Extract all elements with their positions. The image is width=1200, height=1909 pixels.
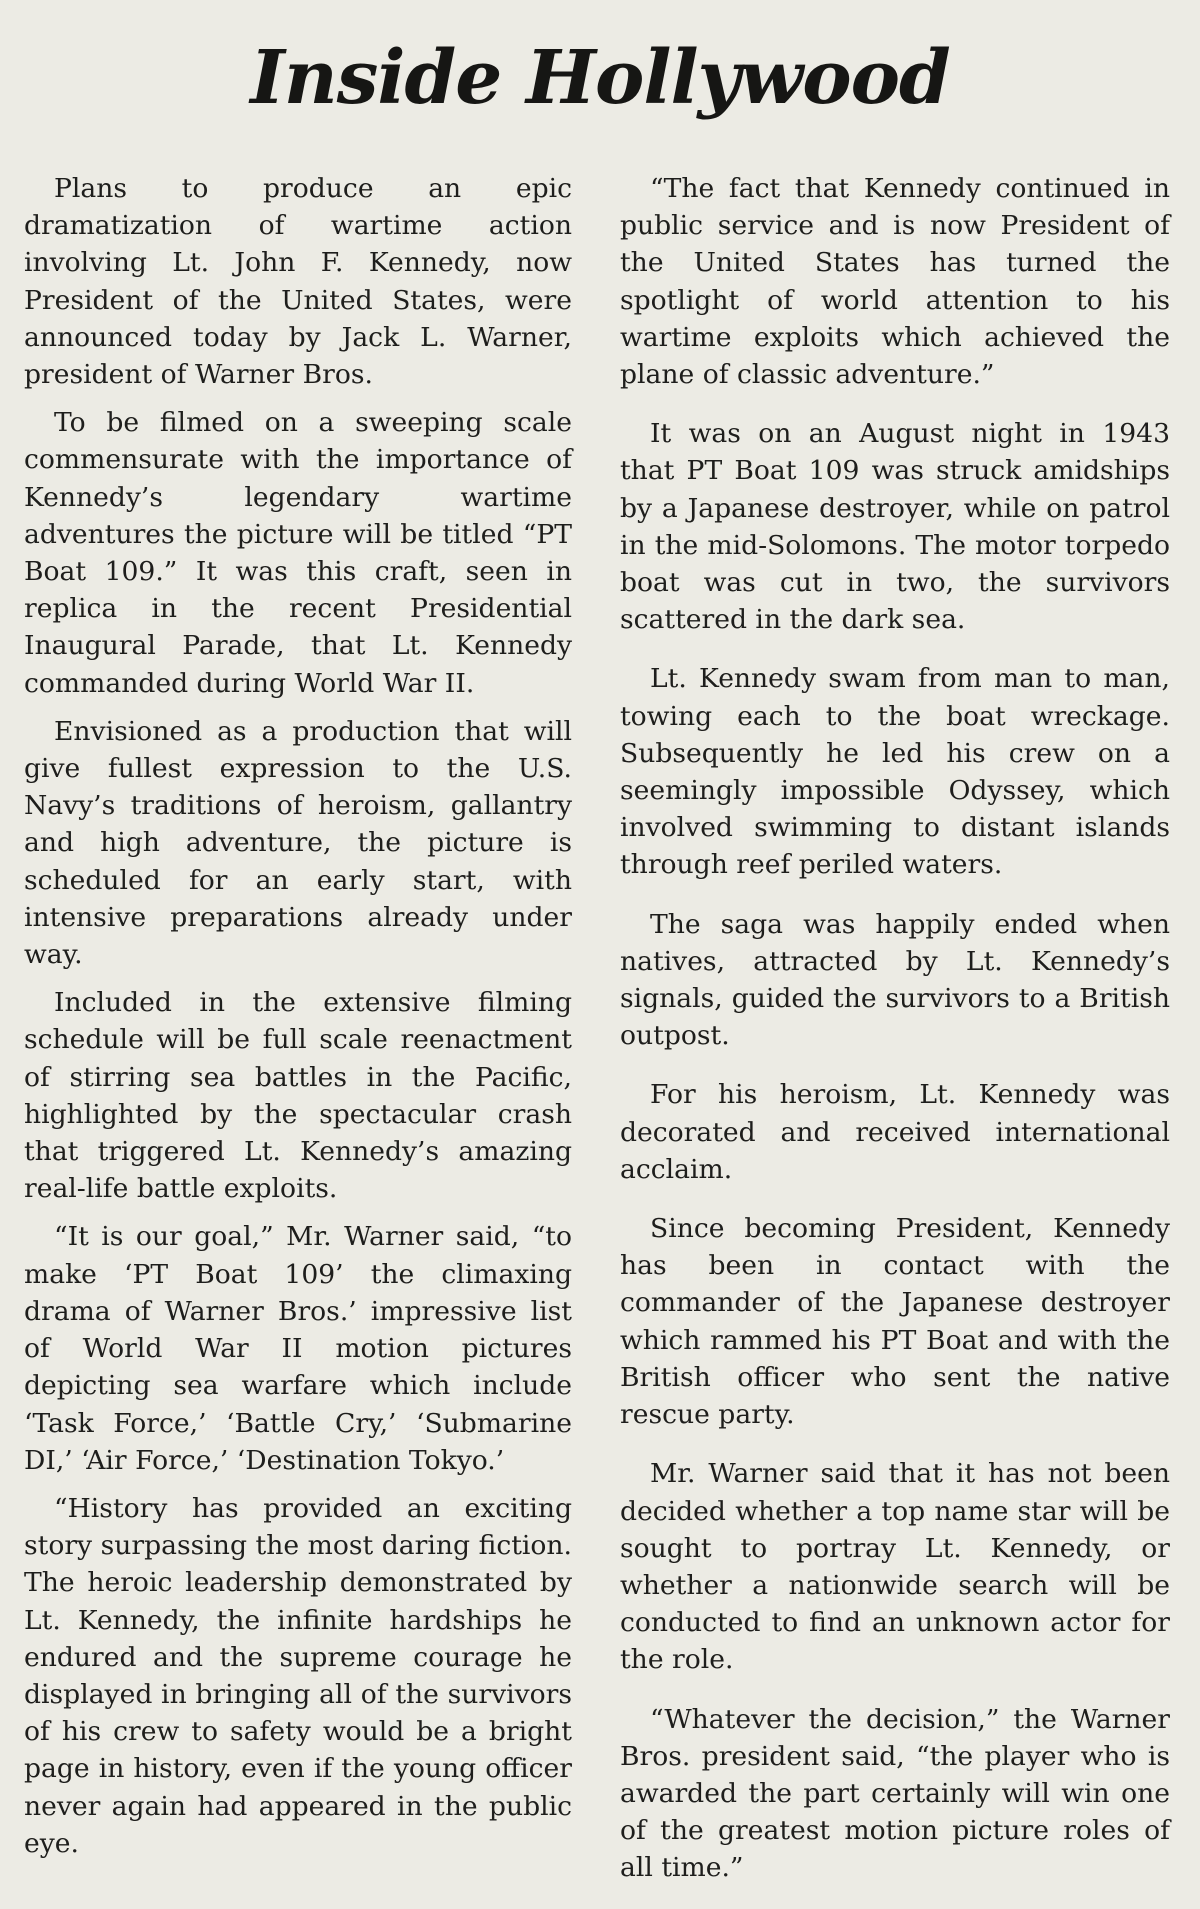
paragraph: It was on an August night in 1943 that PT Boat 109 was struck amidships by a Japanese destroyer, while on patrol in the mid-Solomons. The motor torpedo boat was cut in two, the survivors scattered in the dark sea. [620,418,1170,636]
paragraph: For his heroism, Lt. Kennedy was decorated and received international acclaim. [620,1079,1170,1185]
article-title: Inside Hollywood [250,35,950,121]
paragraph: Included in the extensive filming schedule will be full scale reenactment of stirring sea battles in the Pacific, highlighted by the spectacular crash that triggered Lt. Kennedy’s amazing real-life battle exploits. [24,987,572,1205]
paragraph: “The fact that Kennedy continued in public service and is now President of the United States has turned the spotlight of world attention to his wartime exploits which achieved the plane of classic adventure.” [620,173,1170,391]
paragraph: “History has provided an exciting story surpassing the most daring fiction. The heroic leadership demonstrated by Lt. Kennedy, the infinite hardships he endured and the supreme courage he displayed in bringing all of the survivors of his crew to safety would be a bright page in history, even if the young officer never again had appeared in the public eye. [24,1492,572,1859]
paragraph: Envisioned as a production that will give fullest expression to the U.S. Navy’s traditions of heroism, gallantry and high adventure, the picture is scheduled for an early start, with intensive preparations already under way. [24,715,572,971]
paragraph: “Whatever the decision,” the Warner Bros. president said, “the player who is awarded the part certainly will win one of the greatest motion picture roles of all time.” [620,1703,1170,1884]
paragraph: Plans to produce an epic dramatization of wartime action involving Lt. John F. Kennedy, now President of the United States, were announced today by Jack L. Warner, president of Warner Bros. [24,173,572,391]
left-column [24,170,572,1873]
paragraph: Since becoming President, Kennedy has been in contact with the commander of the Japanese destroyer which rammed his PT Boat and with the British officer who sent the native rescue party. [620,1213,1170,1431]
paragraph: Lt. Kennedy swam from man to man, towing each to the boat wreckage. Subsequently he led his crew on a seemingly impossible Odyssey, which involved swimming to distant islands through reef periled waters. [620,663,1170,881]
paragraph: The saga was happily ended when natives, attracted by Lt. Kennedy’s signals, guided the survivors to a British outpost. [620,908,1170,1052]
right-column [620,170,1170,1909]
paragraph: To be filmed on a sweeping scale commensurate with the importance of Kennedy’s legendary wartime adventures the picture will be titled “PT Boat 109.” It was this craft, seen in replica in the recent Presidential Inaugural Parade, that Lt. Kennedy commanded during World War II. [24,407,572,699]
paragraph: “It is our goal,” Mr. Warner said, “to make ‘PT Boat 109’ the climaxing drama of Warner Bros.’ impressive list of World War II motion pictures depicting sea warfare which include ‘Task Force,’ ‘Battle Cry,’ ‘Submarine DI,’ ‘Air Force,’ ‘Destination Tokyo.’ [24,1221,572,1476]
paragraph: Mr. Warner said that it has not been decided whether a top name star will be sought to portray Lt. Kennedy, or whether a nationwide search will be conducted to find an unknown actor for the role. [620,1458,1170,1676]
